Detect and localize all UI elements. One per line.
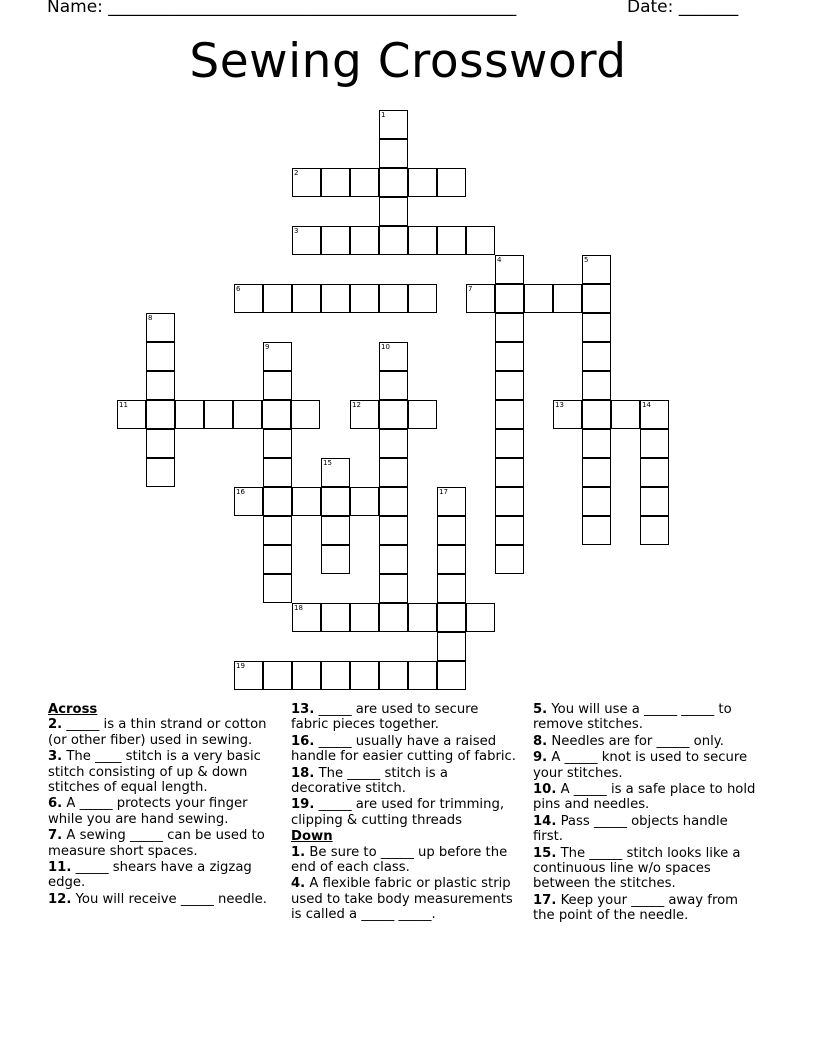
- down-clue-list: [291, 845, 519, 923]
- clue-item: [533, 702, 761, 733]
- clue-number: 6: [236, 285, 241, 293]
- grid-cell[interactable]: [321, 603, 350, 632]
- clue-item-text: _____ is a thin strand or cotton (or other fiber) used in sewing.: [48, 717, 267, 748]
- clue-item: [291, 734, 519, 765]
- clues-column-3: [533, 702, 761, 925]
- grid-cell[interactable]: [291, 400, 320, 429]
- clue-item: [533, 814, 761, 845]
- grid-cell[interactable]: [263, 545, 292, 574]
- grid-cell[interactable]: [146, 342, 175, 371]
- clue-number: 12: [352, 401, 361, 409]
- clue-item-number: 12.: [48, 891, 72, 907]
- grid-cell[interactable]: [379, 197, 408, 226]
- clue-item-number: 4.: [291, 876, 306, 892]
- clue-item-number: 15.: [533, 845, 557, 861]
- grid-cell[interactable]: [495, 487, 524, 516]
- clue-item: [48, 796, 270, 827]
- grid-cell[interactable]: [292, 284, 321, 313]
- clue-item-text: A _____ knot is used to secure your stitches.: [533, 750, 748, 781]
- grid-cell[interactable]: [379, 139, 408, 168]
- grid-cell[interactable]: [437, 632, 466, 661]
- grid-cell[interactable]: [553, 284, 582, 313]
- grid-cell[interactable]: [204, 400, 233, 429]
- clue-item-text: A _____ is a safe place to hold pins and needles.: [533, 782, 756, 813]
- grid-cell[interactable]: [263, 487, 292, 516]
- clue-item: [533, 750, 761, 781]
- grid-cell[interactable]: [495, 313, 524, 342]
- clues-column-1: [48, 702, 270, 908]
- grid-cell[interactable]: [640, 516, 669, 545]
- grid-cell[interactable]: [495, 429, 524, 458]
- clue-item: [533, 846, 761, 892]
- grid-cell[interactable]: [234, 661, 263, 690]
- grid-cell[interactable]: [350, 661, 379, 690]
- grid-cell[interactable]: [321, 545, 350, 574]
- grid-cell[interactable]: [640, 400, 669, 429]
- clue-item-number: 8.: [533, 733, 548, 749]
- grid-cell[interactable]: [408, 400, 437, 429]
- clue-item-text: _____ are used to secure fabric pieces together.: [291, 702, 479, 733]
- grid-cell[interactable]: [582, 458, 611, 487]
- grid-cell[interactable]: [582, 516, 611, 545]
- grid-cell[interactable]: [263, 458, 292, 487]
- grid-cell[interactable]: [146, 371, 175, 400]
- clue-item-text: _____ shears have a zigzag edge.: [48, 860, 252, 891]
- clue-item-text: The ____ stitch is a very basic stitch consisting of up & down stitches of equal length.: [48, 749, 261, 796]
- clue-number: 5: [584, 256, 589, 264]
- grid-cell[interactable]: [495, 371, 524, 400]
- clue-item-text: The _____ stitch looks like a continuous line w/o spaces between the stitches.: [533, 845, 741, 892]
- grid-cell[interactable]: [292, 661, 321, 690]
- grid-cell[interactable]: [611, 400, 640, 429]
- grid-cell[interactable]: [466, 284, 495, 313]
- grid-cell[interactable]: [495, 284, 524, 313]
- clue-number: 7: [468, 285, 473, 293]
- clue-item-number: 13.: [291, 702, 315, 717]
- clue-number: 14: [642, 401, 651, 409]
- grid-cell[interactable]: [321, 458, 350, 487]
- grid-cell[interactable]: [437, 603, 466, 632]
- clue-number: 16: [236, 488, 245, 496]
- clue-number: 4: [497, 256, 502, 264]
- grid-cell[interactable]: [379, 429, 408, 458]
- clue-number: 13: [555, 401, 564, 409]
- grid-cell[interactable]: [408, 226, 437, 255]
- grid-cell[interactable]: [292, 603, 321, 632]
- clue-item: [48, 749, 270, 795]
- clue-item-number: 11.: [48, 860, 72, 876]
- clue-number: 17: [439, 488, 448, 496]
- grid-cell[interactable]: [292, 487, 321, 516]
- clue-number: 8: [148, 314, 153, 322]
- clue-item-number: 14.: [533, 813, 557, 829]
- grid-cell[interactable]: [379, 545, 408, 574]
- grid-cell[interactable]: [408, 168, 437, 197]
- grid-cell[interactable]: [582, 400, 611, 429]
- across-clue-list-continued: [291, 702, 519, 828]
- clue-item: [533, 893, 761, 924]
- grid-cell[interactable]: [437, 487, 466, 516]
- grid-cell[interactable]: [437, 226, 466, 255]
- clue-number: 2: [294, 169, 299, 177]
- grid-cell[interactable]: [117, 400, 146, 429]
- grid-cell[interactable]: [379, 458, 408, 487]
- clue-item-text: The _____ stitch is a decorative stitch.: [291, 765, 448, 797]
- grid-cell[interactable]: [146, 429, 175, 458]
- grid-cell[interactable]: [350, 284, 379, 313]
- grid-cell[interactable]: [263, 661, 292, 690]
- grid-cell[interactable]: [582, 342, 611, 371]
- grid-cell[interactable]: [263, 574, 292, 603]
- grid-cell[interactable]: [321, 516, 350, 545]
- clue-item-number: 18.: [291, 765, 315, 781]
- clue-item: [291, 702, 519, 733]
- clue-item-number: 3.: [48, 749, 63, 765]
- grid-cell[interactable]: [350, 168, 379, 197]
- grid-cell[interactable]: [263, 429, 292, 458]
- grid-cell[interactable]: [379, 603, 408, 632]
- grid-cell[interactable]: [234, 487, 263, 516]
- grid-cell[interactable]: [495, 400, 524, 429]
- grid-cell[interactable]: [408, 284, 437, 313]
- grid-cell[interactable]: [524, 284, 553, 313]
- grid-cell[interactable]: [350, 487, 379, 516]
- grid-cell[interactable]: [582, 255, 611, 284]
- grid-cell[interactable]: [408, 661, 437, 690]
- clue-item-number: 16.: [291, 733, 315, 749]
- clue-number: 19: [236, 662, 245, 670]
- grid-cell[interactable]: [379, 371, 408, 400]
- clue-item-number: 7.: [48, 828, 63, 844]
- grid-cell[interactable]: [582, 313, 611, 342]
- grid-cell[interactable]: [582, 284, 611, 313]
- clue-item-text: _____ are used for trimming, clipping & cutting threads: [291, 797, 505, 828]
- grid-cell[interactable]: [408, 603, 437, 632]
- grid-cell[interactable]: [379, 284, 408, 313]
- grid-cell[interactable]: [234, 284, 263, 313]
- clue-item-text: Be sure to _____ up before the end of each class.: [291, 844, 508, 876]
- grid-cell[interactable]: [379, 661, 408, 690]
- clue-item-text: A sewing _____ can be used to measure short spaces.: [48, 828, 265, 859]
- clues-column-2: [291, 702, 519, 924]
- grid-cell[interactable]: [263, 371, 292, 400]
- clue-item-number: 9.: [533, 750, 548, 766]
- grid-cell[interactable]: [582, 371, 611, 400]
- down-heading: Down: [291, 829, 333, 845]
- grid-cell[interactable]: [466, 603, 495, 632]
- grid-cell[interactable]: [582, 429, 611, 458]
- down-clue-list-continued: [533, 702, 761, 924]
- grid-cell[interactable]: [350, 603, 379, 632]
- clue-number: 15: [323, 459, 332, 467]
- grid-cell[interactable]: [640, 487, 669, 516]
- grid-cell[interactable]: [495, 342, 524, 371]
- clue-number: 10: [381, 343, 390, 351]
- clue-number: 9: [265, 343, 270, 351]
- grid-cell[interactable]: [437, 661, 466, 690]
- grid-cell[interactable]: [321, 226, 350, 255]
- clue-item-text: Keep your _____ away from the point of the needle.: [533, 892, 738, 924]
- grid-cell[interactable]: [321, 661, 350, 690]
- clue-item: [291, 876, 519, 922]
- clue-item: [48, 860, 270, 891]
- grid-cell[interactable]: [263, 284, 292, 313]
- grid-cell[interactable]: [379, 487, 408, 516]
- clue-item: [533, 734, 761, 749]
- grid-cell[interactable]: [582, 487, 611, 516]
- grid-cell[interactable]: [146, 313, 175, 342]
- grid-cell[interactable]: [146, 400, 175, 429]
- grid-cell[interactable]: [379, 342, 408, 371]
- clue-item-number: 19.: [291, 797, 315, 813]
- grid-cell[interactable]: [553, 400, 582, 429]
- clue-item-text: A flexible fabric or plastic strip used to take body measurements is called a _____ _____.: [291, 876, 513, 923]
- page-title: Sewing Crossword: [189, 34, 627, 89]
- grid-cell[interactable]: [495, 255, 524, 284]
- clue-item: [48, 892, 270, 907]
- grid-cell[interactable]: [146, 458, 175, 487]
- grid-cell[interactable]: [175, 400, 204, 429]
- grid-cell[interactable]: [379, 226, 408, 255]
- clue-item: [291, 766, 519, 797]
- clue-item-text: _____ usually have a raised handle for easier cutting of fabric.: [291, 733, 516, 765]
- clue-item-text: You will receive _____ needle.: [71, 891, 267, 907]
- clue-item-text: You will use a _____ _____ to remove stitches.: [533, 702, 732, 733]
- clue-item-text: A _____ protects your finger while you are hand sewing.: [48, 796, 248, 827]
- grid-cell[interactable]: [640, 458, 669, 487]
- name-field-label: Name: ________________________________________________: [47, 0, 517, 17]
- grid-cell[interactable]: [263, 516, 292, 545]
- grid-cell[interactable]: [321, 487, 350, 516]
- grid-cell[interactable]: [263, 342, 292, 371]
- grid-cell[interactable]: [321, 284, 350, 313]
- across-heading: Across: [48, 702, 98, 717]
- clue-item: [291, 797, 519, 828]
- grid-cell[interactable]: [292, 226, 321, 255]
- grid-cell[interactable]: [495, 516, 524, 545]
- grid-cell[interactable]: [379, 168, 408, 197]
- grid-cell[interactable]: [379, 110, 408, 139]
- grid-cell[interactable]: [437, 516, 466, 545]
- clue-item: [291, 845, 519, 876]
- clue-number: 18: [294, 604, 303, 612]
- clue-item: [533, 782, 761, 813]
- grid-cell[interactable]: [495, 545, 524, 574]
- date-field-label: Date: _______: [627, 0, 739, 17]
- clue-item: [48, 717, 270, 748]
- clue-item-text: Pass _____ objects handle first.: [533, 813, 728, 845]
- grid-cell[interactable]: [379, 400, 408, 429]
- clue-item-text: Needles are for _____ only.: [547, 733, 724, 749]
- clue-item-number: 5.: [533, 702, 548, 717]
- grid-cell[interactable]: [350, 400, 379, 429]
- grid-cell[interactable]: [495, 458, 524, 487]
- clue-item-number: 17.: [533, 892, 557, 908]
- grid-cell[interactable]: [640, 429, 669, 458]
- clue-number: 1: [381, 111, 386, 119]
- clue-item-number: 6.: [48, 796, 63, 812]
- across-clue-list: [48, 717, 270, 907]
- grid-cell[interactable]: [466, 226, 495, 255]
- clue-item-number: 10.: [533, 782, 557, 798]
- grid-cell[interactable]: [437, 168, 466, 197]
- grid-cell[interactable]: [262, 400, 291, 429]
- grid-cell[interactable]: [437, 574, 466, 603]
- clue-number: 3: [294, 227, 299, 235]
- grid-cell[interactable]: [321, 168, 350, 197]
- clue-item-number: 2.: [48, 717, 63, 733]
- clue-item-number: 1.: [291, 844, 306, 860]
- clue-item: [48, 828, 270, 859]
- grid-cell[interactable]: [437, 545, 466, 574]
- grid-cell[interactable]: [292, 168, 321, 197]
- grid-cell[interactable]: [379, 516, 408, 545]
- grid-cell[interactable]: [379, 574, 408, 603]
- clue-number: 11: [119, 401, 128, 409]
- grid-cell[interactable]: [350, 226, 379, 255]
- grid-cell[interactable]: [233, 400, 262, 429]
